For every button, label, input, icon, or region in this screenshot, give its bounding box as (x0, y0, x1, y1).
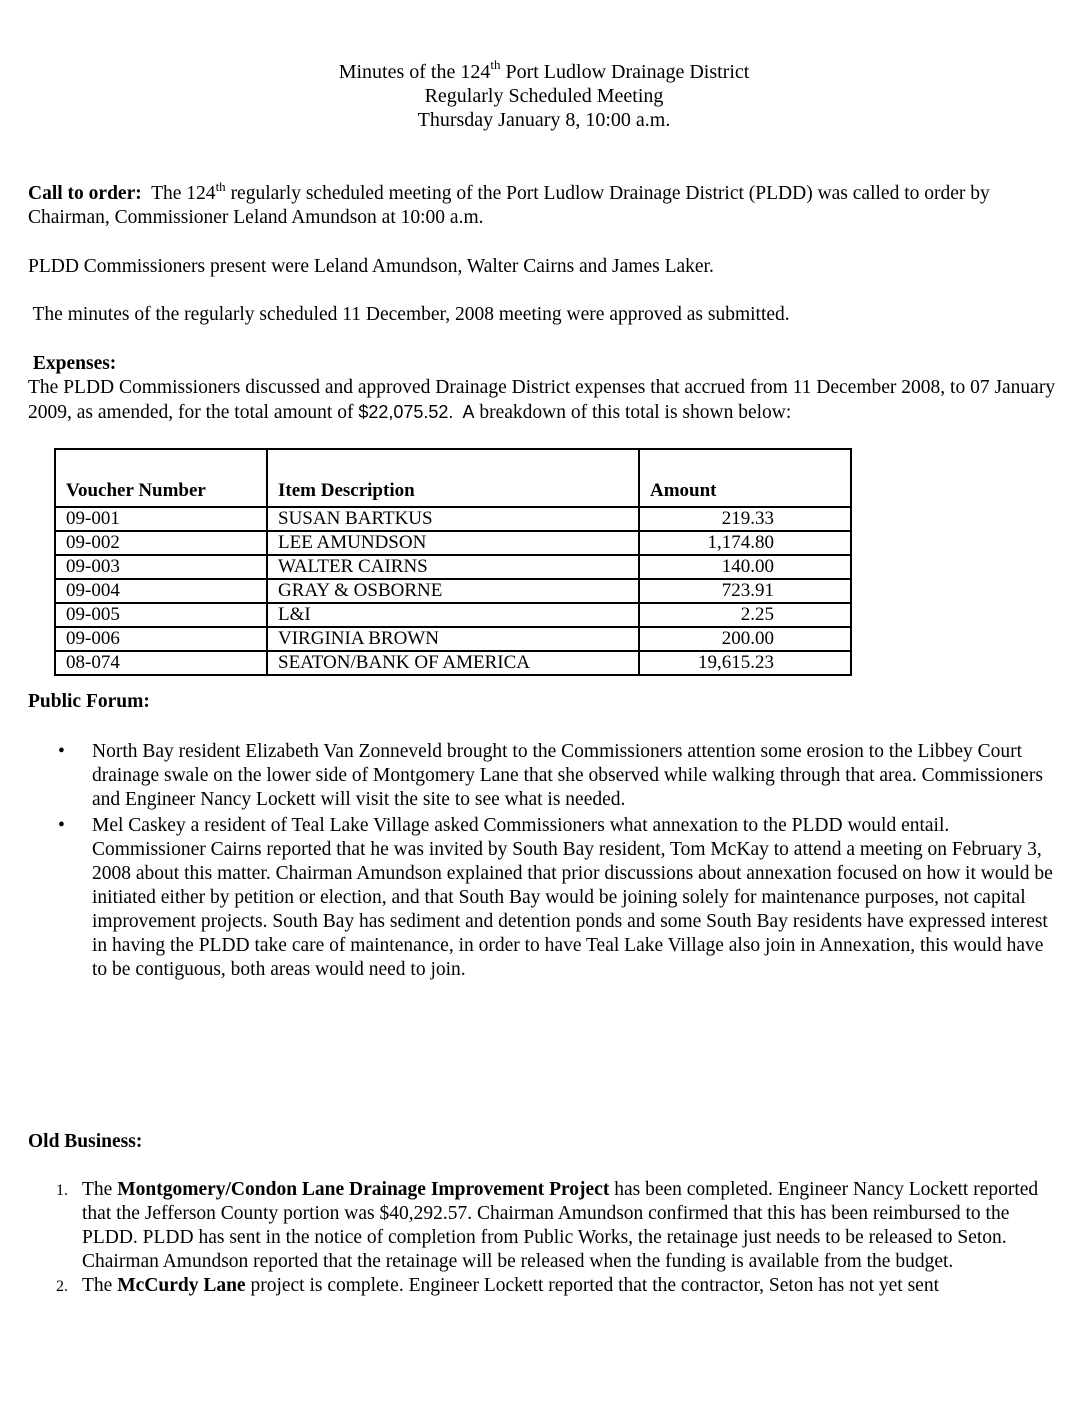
column-header-amount: Amount (639, 449, 851, 507)
minutes-approved: The minutes of the regularly scheduled 11 December, 2008 meeting were approved as submitted. (28, 304, 790, 325)
item-description: GRAY & OSBORNE (267, 579, 639, 603)
amount: 140.00 (639, 555, 851, 579)
old-business-list (28, 1178, 1068, 1298)
project-name: McCurdy Lane (117, 1275, 246, 1296)
title-line-3: Thursday January 8, 10:00 a.m. (417, 109, 671, 131)
public-forum-heading: Public Forum: (28, 691, 150, 712)
amount: 219.33 (639, 507, 851, 531)
project-name: Montgomery/Condon Lane Drainage Improvement Project (117, 1179, 610, 1200)
bullet-icon: • (58, 741, 65, 762)
voucher-number: 09-004 (55, 579, 267, 603)
item-description: WALTER CAIRNS (267, 555, 639, 579)
voucher-number: 09-003 (55, 555, 267, 579)
table-row (55, 651, 851, 675)
commissioners-present: PLDD Commissioners present were Leland Amundson, Walter Cairns and James Laker. (28, 256, 714, 277)
amount: 19,615.23 (639, 651, 851, 675)
table-header-row (55, 449, 851, 507)
voucher-number: 09-001 (55, 507, 267, 531)
voucher-number: 09-005 (55, 603, 267, 627)
public-forum-list (28, 740, 1058, 982)
item-number: 1. (56, 1182, 68, 1199)
title-line-1: Minutes of the 124th Port Ludlow Drainage District (338, 57, 750, 83)
item-description: SEATON/BANK OF AMERICA (267, 651, 639, 675)
item-description: SUSAN BARTKUS (267, 507, 639, 531)
list-item: • Mel Caskey a resident of Teal Lake Village asked Commissioners what annexation to the PLDD would entail. Commissioner Cairns reported that he was invited by South Bay resident, Tom McKay to attend a meeting on February 3, 2008 about this matter. Chairman Amundson explained that prior discussions about annexation focused on how it would be initiated either by petition or election, and that South Bay would be joining solely for maintenance purposes, not capital improvement projects. South Bay has sediment and detention ponds and some South Bay residents have expressed interest in having the PLDD take care of maintenance, in order to have Teal Lake Village also join in Annexation, this would have to be contiguous, both areas would need to join. (58, 815, 1053, 980)
ordinal-suffix: th (490, 57, 501, 73)
voucher-table (54, 448, 852, 676)
table-row (55, 531, 851, 555)
list-item: 2. The McCurdy Lane project is complete. Engineer Lockett reported that the contractor, Seton has not yet sent (28, 1274, 1068, 1298)
item-number: 2. (56, 1278, 68, 1295)
call-to-order-label: Call to order: (28, 183, 142, 204)
item-description: L&I (267, 603, 639, 627)
table-row (55, 555, 851, 579)
old-business-heading: Old Business: (28, 1131, 143, 1152)
voucher-number: 09-002 (55, 531, 267, 555)
table-row (55, 579, 851, 603)
voucher-number: 09-006 (55, 627, 267, 651)
list-item: 1. The Montgomery/Condon Lane Drainage Improvement Project has been completed. Engineer Nancy Lockett reported that the Jefferson County portion was $40,292.57. Chairman Amundson confirmed that this has been reimbursed to the PLDD. PLDD has sent in the notice of completion from Public Works, the retainage just needs to be released to Seton. Chairman Amundson reported that the retainage will be released when the funding is available from the budget. (56, 1179, 1039, 1272)
item-description: VIRGINIA BROWN (267, 627, 639, 651)
voucher-number: 08-074 (55, 651, 267, 675)
item-description: LEE AMUNDSON (267, 531, 639, 555)
expenses-heading: Expenses: (28, 353, 117, 374)
table-row (55, 603, 851, 627)
column-header-voucher-number: Voucher Number (55, 449, 267, 507)
expenses-paragraph: The PLDD Commissioners discussed and approved Drainage District expenses that accrued from 11 December 2008, to 07 January 2009, as amended, for the total amount of $22,075.52. A breakdown of this total is shown below: (28, 377, 1056, 423)
amount: 2.25 (639, 603, 851, 627)
amount: 200.00 (639, 627, 851, 651)
title-line-2: Regularly Scheduled Meeting (424, 85, 664, 107)
amount: 723.91 (639, 579, 851, 603)
amount: 1,174.80 (639, 531, 851, 555)
bullet-icon: • (58, 815, 65, 836)
table-row (55, 507, 851, 531)
expenses-total: $22,075.52. A (358, 402, 475, 422)
call-to-order-paragraph: Call to order: The 124th regularly scheduled meeting of the Port Ludlow Drainage District (PLDD) was called to order by Chairman, Commissioner Leland Amundson at 10:00 a.m. (28, 178, 990, 228)
list-item: • North Bay resident Elizabeth Van Zonneveld brought to the Commissioners attention some erosion to the Libbey Court drainage swale on the lower side of Montgomery Lane that she observed while walking through that area. Commissioners and Engineer Nancy Lockett will visit the site to see what is needed. (58, 741, 1043, 810)
table-row (55, 627, 851, 651)
column-header-item-description: Item Description (267, 449, 639, 507)
document-title (0, 57, 1088, 132)
